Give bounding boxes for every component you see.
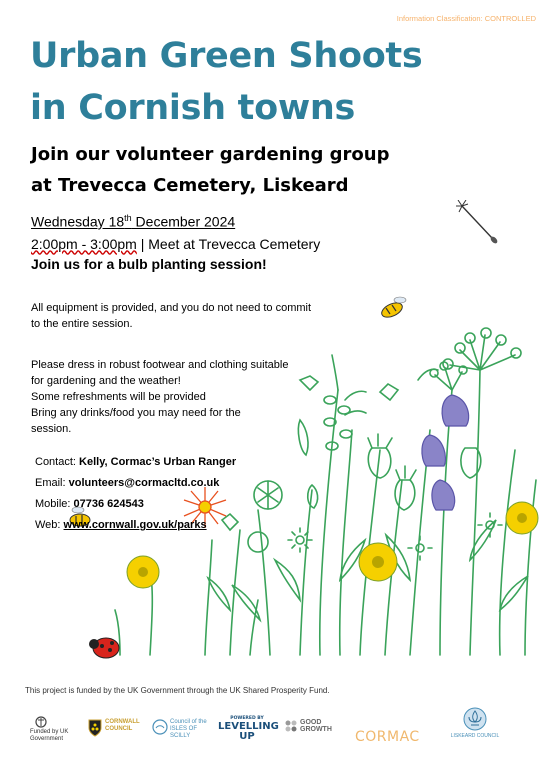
event-when (31, 207, 320, 255)
call-to-action: Join us for a bulb planting session! (31, 256, 267, 272)
event-meeting-point: | Meet at Trevecca Cemetery (136, 235, 321, 252)
levelling-up-text-2: UP (239, 731, 255, 742)
good-growth-dots-icon (284, 719, 298, 733)
event-time-range: 2:00pm - 3:00pm (31, 235, 137, 252)
logo-strip (0, 705, 548, 765)
flyer-subtitle (31, 139, 501, 201)
subtitle-line-1: Join our volunteer gardening group (31, 144, 390, 165)
cornwall-council-logo (88, 719, 148, 733)
levelling-up-logo (218, 715, 279, 742)
event-date (31, 207, 320, 233)
advice-line-4: Bring any drinks/food you may need for the (31, 407, 241, 419)
advice-line-5: session. (31, 423, 72, 435)
mobile-label: Mobile: (35, 498, 74, 510)
uk-government-logo (30, 715, 85, 743)
event-date-rest: December 2024 (131, 213, 236, 230)
email-label: Email: (35, 477, 69, 489)
flyer-title (30, 30, 510, 134)
cornwall-shield-icon (88, 719, 102, 737)
mobile-number: 07736 624543 (73, 498, 144, 510)
isles-of-scilly-text: Council of the ISLES OF SCILLY (170, 719, 207, 739)
cormac-logo: CORMAC (355, 729, 420, 745)
email-address[interactable]: volunteers@cormacltd.co.uk (68, 477, 220, 489)
event-date-suffix: th (124, 213, 132, 223)
advice-line-2: for gardening and the weather! (31, 375, 181, 387)
crest-icon (34, 715, 48, 729)
title-line-1: Urban Green Shoots (30, 36, 423, 76)
cornwall-council-text: CORNWALL COUNCIL (105, 719, 140, 732)
funding-note: This project is funded by the UK Government through the UK Shared Prosperity Fund. (25, 686, 330, 695)
dandelion-seed-icon (456, 200, 500, 246)
good-growth-logo (284, 719, 354, 733)
classification-label: Information Classification: CONTROLLED (396, 14, 536, 23)
liskeard-council-text: LISKEARD COUNCIL (450, 733, 500, 739)
contact-name: Kelly, Cormac’s Urban Ranger (79, 456, 237, 468)
mobile-row (35, 494, 236, 515)
web-label: Web: (35, 519, 64, 531)
event-date-day: Wednesday 18 (31, 213, 125, 230)
email-row (35, 473, 236, 494)
liskeard-council-logo (440, 707, 510, 740)
advice-line-1: Please dress in robust footwear and clothing suitable (31, 359, 289, 371)
web-row (35, 515, 236, 536)
contact-details (35, 452, 236, 536)
isles-of-scilly-logo (152, 719, 214, 740)
contact-row (35, 452, 236, 473)
equipment-line-2: to the entire session. (31, 318, 133, 330)
contact-label: Contact: (35, 456, 80, 468)
event-time (31, 233, 320, 255)
equipment-line-1: All equipment is provided, and you do not need to commit (31, 302, 312, 314)
levelling-up-text-1: LEVELLING (218, 721, 279, 732)
good-growth-text: GOOD GROWTH (300, 719, 332, 733)
web-link[interactable]: www.cornwall.gov.uk/parks (63, 519, 207, 531)
liskeard-fleur-icon (463, 707, 487, 733)
scilly-emblem-icon (152, 719, 168, 735)
subtitle-line-2: at Trevecca Cemetery, Liskeard (31, 175, 349, 196)
ladybird-icon (89, 638, 119, 658)
title-line-2: in Cornish towns (30, 88, 355, 128)
uk-government-text: Funded by UK Government (30, 729, 69, 742)
advice-line-3: Some refreshments will be provided (31, 391, 206, 403)
levelling-up-powered-by: POWERED BY (230, 716, 264, 721)
